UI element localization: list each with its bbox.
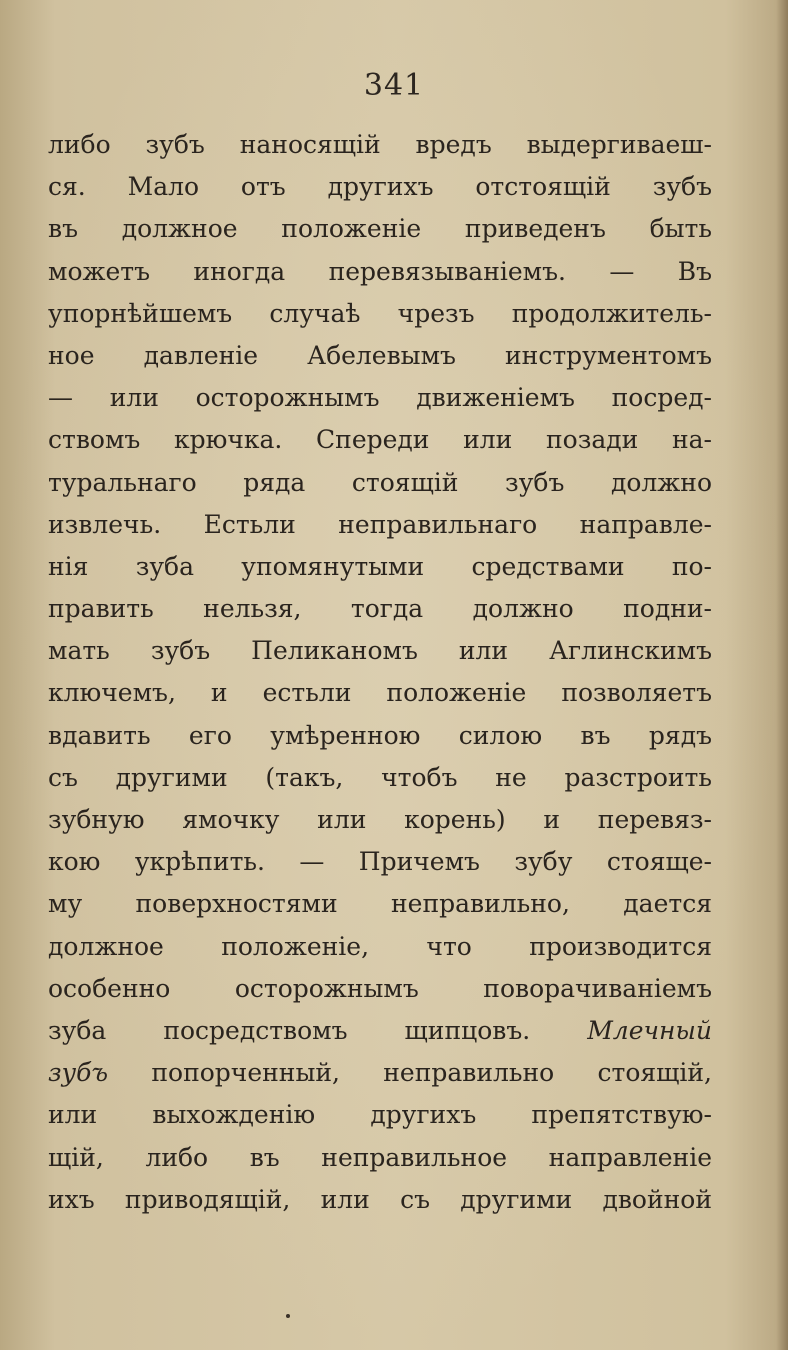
text-line: править нельзя, тогда должно подни- [48,594,712,624]
text-line: либо зубъ наносящій вредъ выдергиваеш- [48,130,712,159]
text-line: туральнаго ряда стоящій зубъ должно [48,467,712,497]
italic-term: зубъ [48,1058,109,1088]
text-line: особенно осторожнымъ поворачиваніемъ [48,973,712,1003]
text-line: му поверхностями неправильно, дается [48,889,712,919]
text-line-mixed [48,1010,712,1052]
text-line: вдавить его умѣренною силою въ рядъ [48,720,712,750]
text-line: зубную ямочку или корень) и перевяз- [48,805,712,834]
text-line: мать зубъ Пеликаномъ или Аглинскимъ [48,636,712,666]
text-line: упорнѣйшемъ случаѣ чрезъ продолжитель- [48,298,712,328]
text-line: нія зуба упомянутыми средствами по- [48,551,712,581]
text-line: ся. Мало отъ другихъ отстоящій зубъ [48,172,712,202]
ink-speck [286,1314,290,1318]
page-edge-shadow [776,0,788,1350]
text-line: ихъ приводящій, или съ другими двойной [48,1184,712,1214]
text-line: ное давленіе Абелевымъ инструментомъ [48,340,712,370]
text-line: ключемъ, и естьли положеніе позволяетъ [48,678,712,708]
text-line: или выхожденію другихъ препятствую- [48,1100,712,1130]
text-line-mixed [48,1052,712,1094]
page-number: 341 [363,68,425,103]
text-line: кою укрѣпить. — Причемъ зубу стояще- [48,847,712,877]
text-line: извлечь. Естьли неправильнаго направле- [48,509,712,539]
text-line-segment: зуба посредствомъ щипцовъ. [48,1015,531,1045]
italic-term: Млечный [587,1015,712,1045]
text-line: щій, либо въ неправильное направленіе [48,1142,712,1172]
text-line: въ должное положеніе приведенъ быть [48,214,712,244]
text-line: должное положеніе, что производится [48,931,712,961]
text-line: — или осторожнымъ движеніемъ посред- [48,383,712,413]
text-line: можетъ иногда перевязываніемъ. — Въ [48,256,712,286]
body-text [48,124,712,1221]
text-line-segment: попорченный, неправильно стоящій, [151,1058,712,1088]
text-line: ствомъ крючка. Спереди или позади на- [48,425,712,455]
text-line: съ другими (такъ, чтобъ не разстроить [48,762,712,792]
